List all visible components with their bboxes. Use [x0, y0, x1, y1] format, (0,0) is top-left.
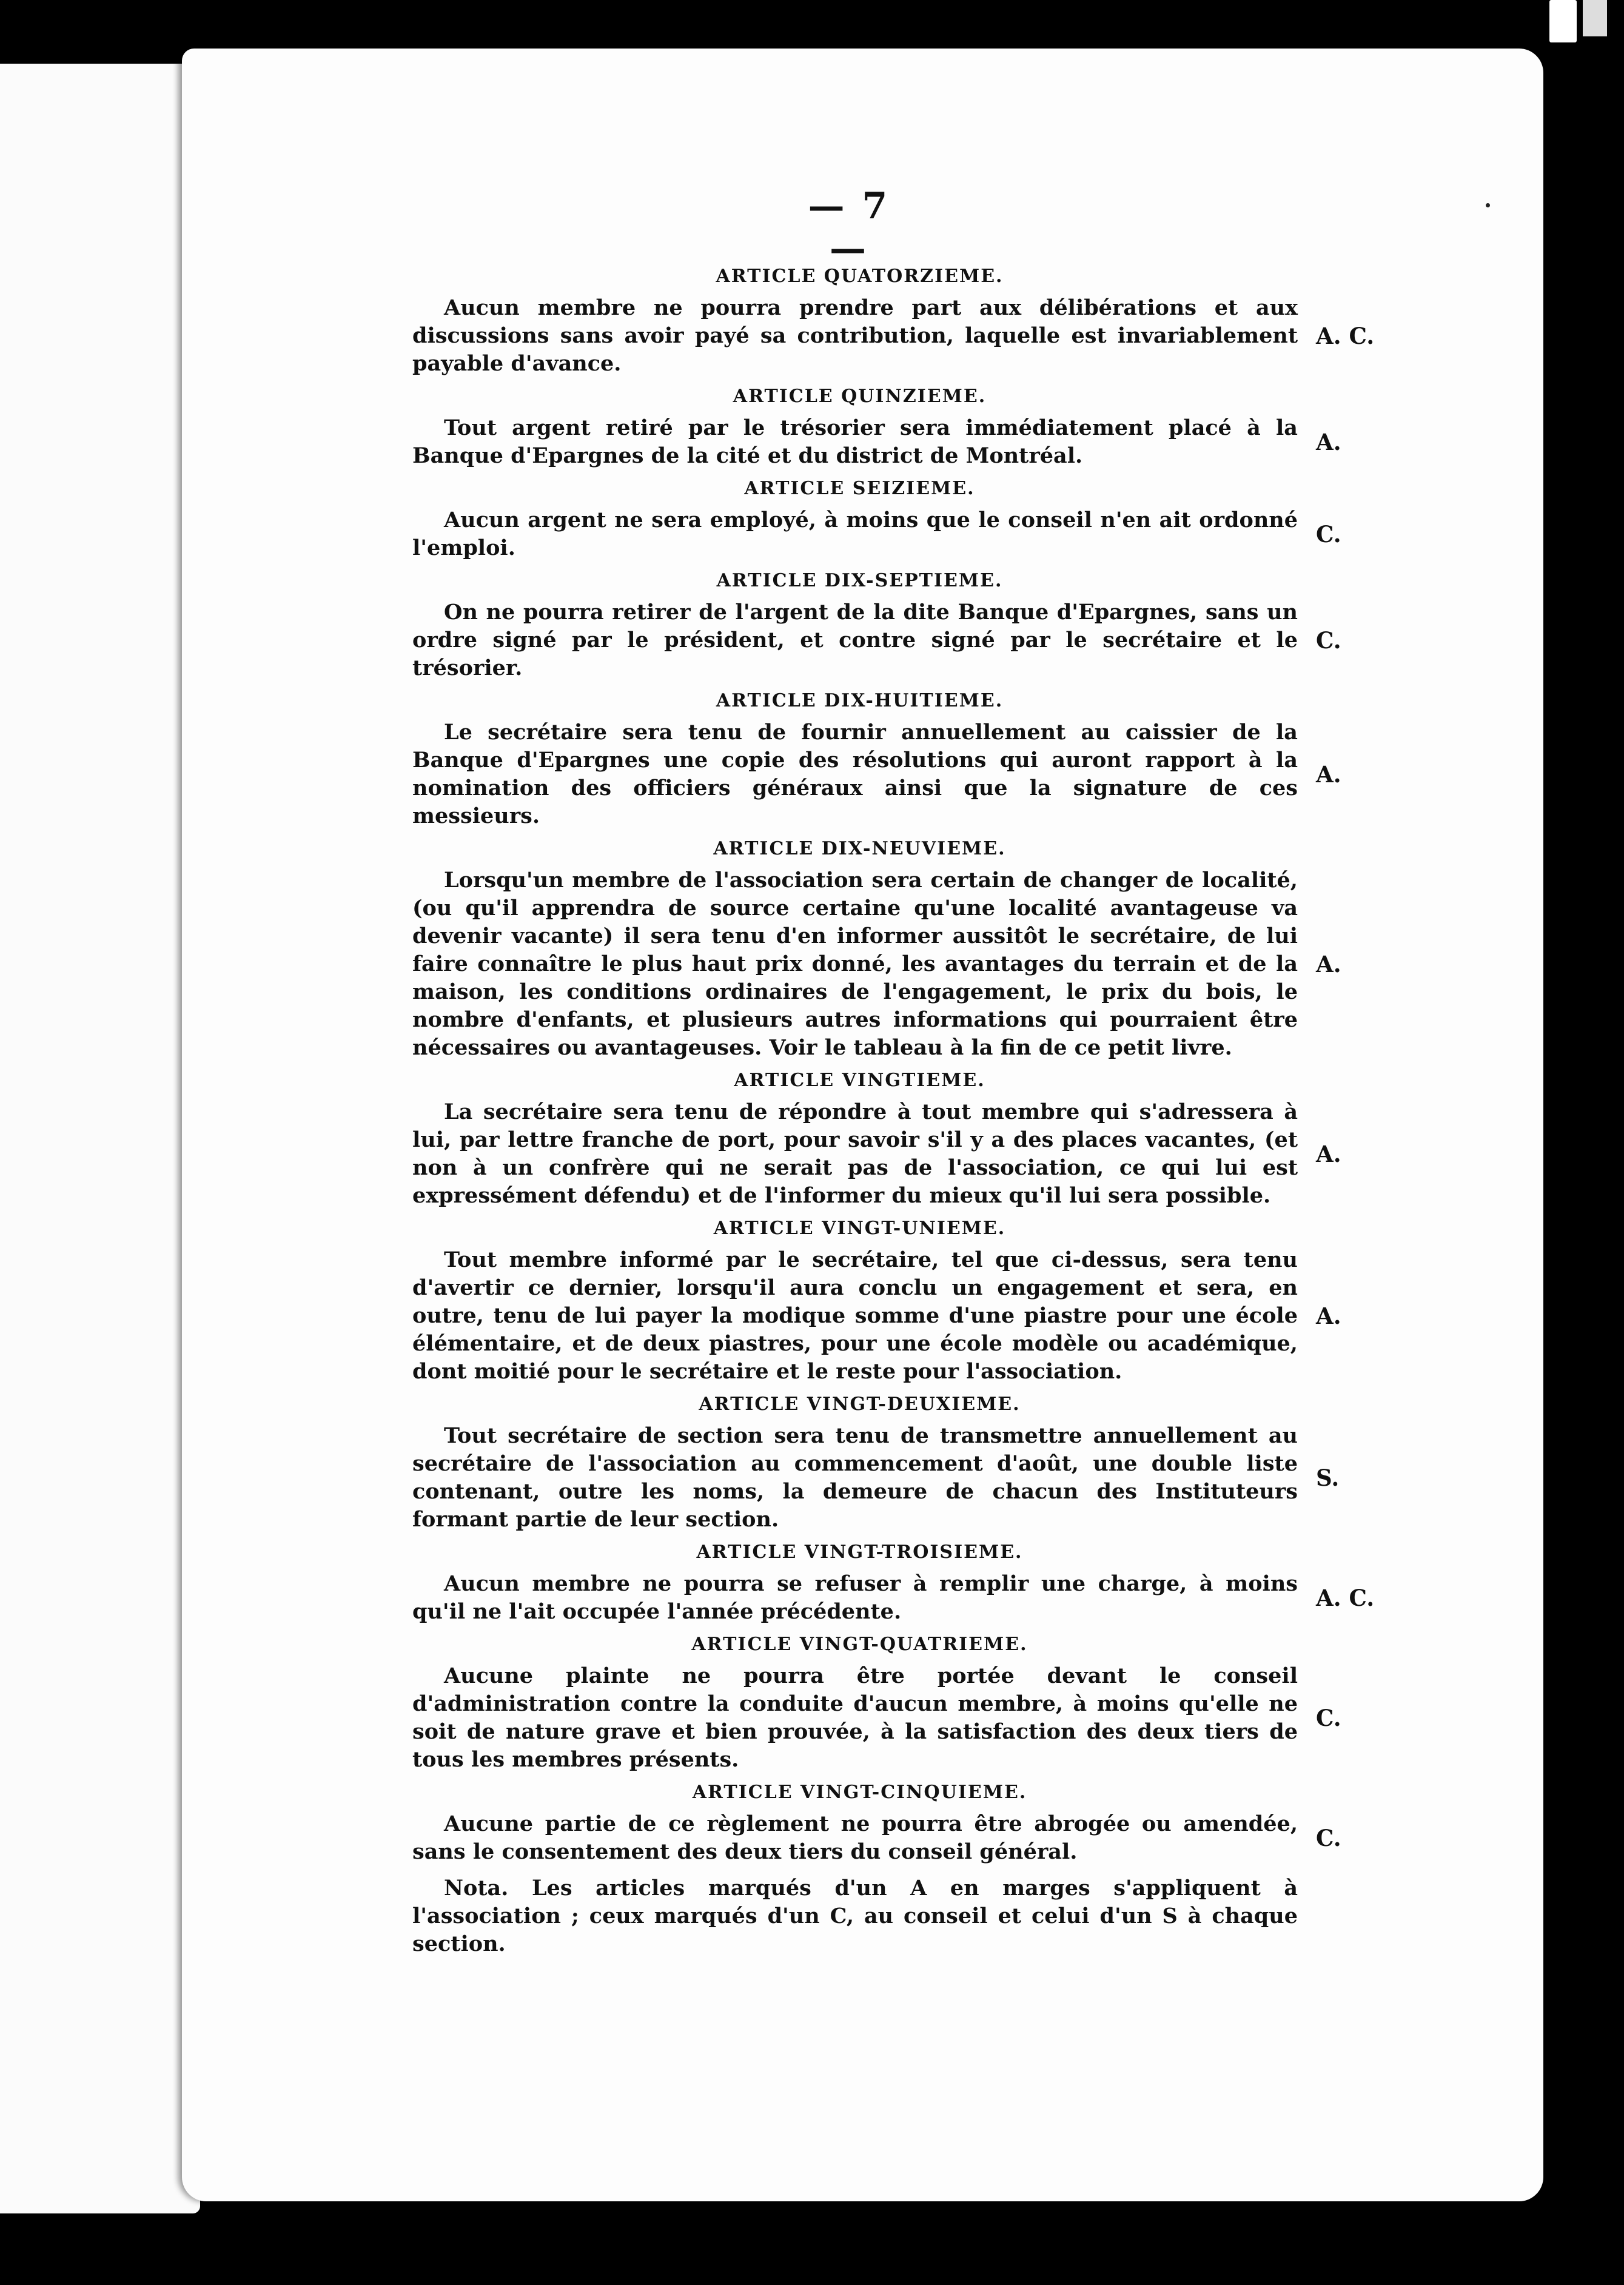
article-paragraph	[412, 599, 1341, 682]
article-block	[412, 263, 1375, 378]
article-heading: ARTICLE SEIZIEME.	[744, 478, 975, 499]
article-block	[412, 1779, 1341, 1866]
scan-edge-mark	[1549, 0, 1577, 42]
article-block	[412, 1215, 1341, 1386]
article-text: Aucun argent ne sera employé, à moins que le conseil n'en ait ordonné l'emploi.	[412, 508, 1298, 560]
margin-mark: A.	[1316, 761, 1341, 788]
article-paragraph	[412, 1246, 1341, 1386]
article-heading: ARTICLE QUINZIEME.	[733, 386, 987, 407]
article-text: Aucune partie de ce règlement ne pourra être abrogée ou amendée, sans le consentement des deux tiers du conseil général.	[412, 1811, 1298, 1864]
article-heading: ARTICLE VINGT-UNIEME.	[713, 1218, 1006, 1239]
margin-mark: A.	[1316, 1141, 1341, 1167]
article-paragraph	[412, 1422, 1340, 1534]
article-paragraph	[412, 1098, 1341, 1210]
margin-mark: A. C.	[1316, 323, 1375, 349]
article-text: Aucune plainte ne pourra être portée devant le conseil d'administration contre la conduite d'aucun membre, à moins qu'elle ne soit de nature grave et bien prouvée, à la satisfaction des deux tiers de tous les membres présents.	[412, 1663, 1298, 1772]
articles-body	[412, 258, 1375, 1958]
article-block	[412, 1631, 1341, 1774]
article-block	[412, 1538, 1375, 1626]
margin-mark: C.	[1316, 1825, 1341, 1851]
article-text: Lorsqu'un membre de l'association sera certain de changer de localité, (ou qu'il apprendra de source certaine qu'une localité avantageuse va devenir vacante) il sera tenu d'en informer aussitôt le secrétaire, de lui faire connaître le plus haut prix donné, les avantages du terrain et de la maison, les conditions ordinaires de l'engagement, le prix du bois, le nombre d'enfants, et plusieurs autres informations qui pourraient être nécessaires ou avantageuses. Voir le tableau à la fin de ce petit livre.	[412, 868, 1298, 1060]
margin-mark: C.	[1316, 627, 1341, 654]
ink-spot	[1486, 203, 1490, 207]
article-block	[412, 1067, 1341, 1210]
article-heading: ARTICLE VINGTIEME.	[734, 1070, 985, 1091]
nota-text: Nota. Les articles marqués d'un A en marges s'appliquent à l'association ; ceux marqués d'un C, au conseil et celui d'un S à chaque section.	[412, 1876, 1298, 1956]
margin-mark: A.	[1316, 951, 1341, 978]
article-text: Tout argent retiré par le trésorier sera immédiatement placé à la Banque d'Epargnes de la cité et du district de Montréal.	[412, 415, 1298, 468]
article-text: Le secrétaire sera tenu de fournir annuellement au caissier de la Banque d'Epargnes une copie des résolutions qui auront rapport à la nomination des officiers généraux ainsi que la signature de ces messieurs.	[412, 720, 1298, 828]
article-block	[412, 1391, 1340, 1534]
margin-mark: A.	[1316, 429, 1341, 455]
margin-mark: C.	[1316, 1705, 1341, 1731]
article-text: La secrétaire sera tenu de répondre à tout membre qui s'adressera à lui, par lettre franche de port, pour savoir s'il y a des places vacantes, (et non à un confrère qui ne serait pas de l'association, ce qui lui est expressément défendu) et de l'informer du mieux qu'il lui sera possible.	[412, 1099, 1298, 1208]
article-paragraph	[412, 506, 1341, 562]
margin-mark: A. C.	[1316, 1585, 1375, 1611]
article-paragraph	[412, 719, 1341, 830]
article-heading: ARTICLE VINGT-CINQUIEME.	[692, 1782, 1027, 1803]
article-text: Tout membre informé par le secrétaire, tel que ci-dessus, sera tenu d'avertir ce dernier, lorsqu'il aura conclu un engagement et sera, en outre, tenu de lui payer la modique somme d'une piastre pour une école élémentaire, et de deux piastres, pour une école modèle ou académique, dont moitié pour le secrétaire et le reste pour l'association.	[412, 1247, 1298, 1384]
scan-edge-mark-2	[1583, 0, 1607, 36]
article-text: Aucun membre ne pourra se refuser à remplir une charge, à moins qu'il ne l'ait occupée l'année précédente.	[412, 1571, 1298, 1624]
article-heading: ARTICLE VINGT-QUATRIEME.	[691, 1634, 1028, 1655]
page-number: — 7 —	[808, 185, 890, 270]
article-text: On ne pourra retirer de l'argent de la dite Banque d'Epargnes, sans un ordre signé par le président, et contre signé par le secrétaire et le trésorier.	[412, 600, 1298, 680]
margin-mark: C.	[1316, 521, 1341, 548]
article-paragraph	[412, 1810, 1341, 1866]
article-heading: ARTICLE DIX-NEUVIEME.	[713, 838, 1006, 859]
article-heading: ARTICLE VINGT-DEUXIEME.	[699, 1394, 1021, 1415]
article-text: Aucun membre ne pourra prendre part aux délibérations et aux discussions sans avoir payé sa contribution, laquelle est invariablement payable d'avance.	[412, 295, 1298, 376]
article-block	[412, 567, 1341, 682]
left-facing-page	[0, 64, 200, 2213]
article-block	[412, 475, 1341, 562]
article-paragraph	[412, 867, 1341, 1062]
article-block	[412, 383, 1341, 470]
article-paragraph	[412, 1570, 1375, 1626]
article-heading: ARTICLE DIX-HUITIEME.	[716, 690, 1004, 711]
margin-mark: A.	[1316, 1303, 1341, 1329]
article-paragraph	[412, 294, 1375, 378]
article-paragraph	[412, 1662, 1341, 1774]
article-heading: ARTICLE VINGT-TROISIEME.	[696, 1542, 1023, 1563]
article-text: Tout secrétaire de section sera tenu de transmettre annuellement au secrétaire de l'association au commencement d'août, une double liste contenant, outre les noms, la demeure de chacun des Instituteurs formant partie de leur section.	[412, 1423, 1298, 1532]
article-heading: ARTICLE QUATORZIEME.	[716, 266, 1004, 287]
article-block	[412, 835, 1341, 1062]
margin-mark: S.	[1316, 1465, 1340, 1491]
article-heading: ARTICLE DIX-SEPTIEME.	[716, 570, 1003, 591]
article-paragraph	[412, 414, 1341, 470]
article-block	[412, 687, 1341, 830]
